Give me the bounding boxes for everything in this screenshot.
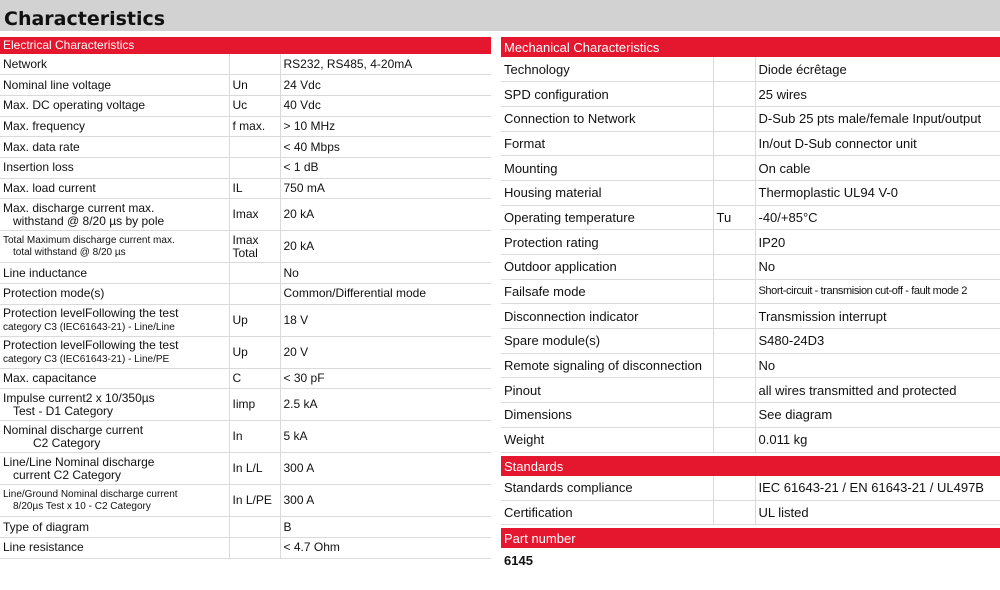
spec-label: Protection mode(s) xyxy=(0,284,229,305)
spec-symbol xyxy=(713,180,755,205)
spec-symbol xyxy=(713,82,755,107)
table-row xyxy=(501,304,1000,329)
spec-label: Protection rating xyxy=(501,230,713,255)
table-row xyxy=(0,95,491,116)
table-row xyxy=(501,255,1000,280)
table-row xyxy=(501,427,1000,452)
spec-symbol xyxy=(713,353,755,378)
standards-table xyxy=(501,476,1000,526)
spec-value: 20 V xyxy=(280,336,491,368)
table-row xyxy=(0,116,491,137)
spec-label: Weight xyxy=(501,427,713,452)
spec-label xyxy=(0,231,229,263)
spec-label: Outdoor application xyxy=(501,255,713,280)
spec-symbol xyxy=(713,403,755,428)
table-row xyxy=(501,156,1000,181)
spec-label: Line resistance xyxy=(0,538,229,559)
spec-label xyxy=(0,421,229,453)
spec-label: Type of diagram xyxy=(0,517,229,538)
spec-value: 20 kA xyxy=(280,199,491,231)
spec-label-line2: 8/20µs Test x 10 - C2 Category xyxy=(13,500,151,512)
spec-value: Thermoplastic UL94 V-0 xyxy=(755,180,1000,205)
spec-value: On cable xyxy=(755,156,1000,181)
spec-symbol: Tu xyxy=(713,205,755,230)
spec-value: 750 mA xyxy=(280,178,491,199)
spec-value: S480-24D3 xyxy=(755,329,1000,354)
table-row xyxy=(501,180,1000,205)
spec-label-line1: Line/Ground Nominal discharge current xyxy=(3,488,178,500)
spec-label-line1: Total Maximum discharge current max. xyxy=(3,234,175,246)
spec-value: No xyxy=(280,263,491,284)
table-row xyxy=(0,368,491,389)
spec-symbol xyxy=(713,427,755,452)
spec-value: 25 wires xyxy=(755,82,1000,107)
spec-label: Operating temperature xyxy=(501,205,713,230)
spec-value: 40 Vdc xyxy=(280,95,491,116)
spec-value: 5 kA xyxy=(280,421,491,453)
spec-value: < 1 dB xyxy=(280,157,491,178)
electrical-heading: Electrical Characteristics xyxy=(0,37,491,54)
spec-value: all wires transmitted and protected xyxy=(755,378,1000,403)
spec-value: 20 kA xyxy=(280,231,491,263)
spec-label: Max. DC operating voltage xyxy=(0,95,229,116)
table-row xyxy=(0,157,491,178)
table-row xyxy=(0,453,491,485)
table-row xyxy=(0,137,491,158)
table-row xyxy=(501,57,1000,82)
spec-label-line2: withstand @ 8/20 µs by pole xyxy=(13,213,165,228)
spec-symbol xyxy=(229,538,280,559)
spec-value: Diode écrêtage xyxy=(755,57,1000,82)
spec-label: Standards compliance xyxy=(501,476,713,501)
table-row xyxy=(0,231,491,263)
electrical-section xyxy=(0,37,491,559)
electrical-table xyxy=(0,54,491,559)
spec-label: Max. frequency xyxy=(0,116,229,137)
spec-value: B xyxy=(280,517,491,538)
spec-value: No xyxy=(755,353,1000,378)
spec-label-line2: category C3 (IEC61643-21) - Line/PE xyxy=(3,353,170,365)
spec-symbol: f max. xyxy=(229,116,280,137)
spec-symbol xyxy=(229,231,280,263)
table-row xyxy=(0,538,491,559)
spec-label: Housing material xyxy=(501,180,713,205)
spec-label: Line inductance xyxy=(0,263,229,284)
spec-symbol xyxy=(713,304,755,329)
spec-value: > 10 MHz xyxy=(280,116,491,137)
spec-symbol: In L/PE xyxy=(229,485,280,517)
spec-label-line1: Nominal discharge current xyxy=(3,422,144,437)
table-row xyxy=(501,82,1000,107)
spec-label: Max. capacitance xyxy=(0,368,229,389)
table-row xyxy=(501,329,1000,354)
spec-label-line2: C2 Category xyxy=(33,435,101,450)
spec-symbol xyxy=(713,131,755,156)
mechanical-table xyxy=(501,57,1000,453)
table-row xyxy=(501,353,1000,378)
part-number-value: 6145 xyxy=(504,553,533,569)
spec-symbol xyxy=(229,137,280,158)
spec-value: IEC 61643-21 / EN 61643-21 / UL497B xyxy=(755,476,1000,501)
table-row xyxy=(501,476,1000,501)
spec-label: Pinout xyxy=(501,378,713,403)
spec-label-line2: Test - D1 Category xyxy=(13,403,114,418)
spec-label xyxy=(0,336,229,368)
table-row xyxy=(501,279,1000,304)
spec-value: In/out D-Sub connector unit xyxy=(755,131,1000,156)
spec-label-line1: Max. discharge current max. xyxy=(3,200,155,215)
spec-label: Format xyxy=(501,131,713,156)
spec-label: Max. data rate xyxy=(0,137,229,158)
table-row xyxy=(0,421,491,453)
spec-label: Technology xyxy=(501,57,713,82)
table-row xyxy=(0,75,491,96)
spec-symbol: IL xyxy=(229,178,280,199)
spec-symbol xyxy=(229,54,280,75)
table-row xyxy=(501,378,1000,403)
spec-value: 2.5 kA xyxy=(280,389,491,421)
spec-label xyxy=(0,485,229,517)
spec-label-line2: category C3 (IEC61643-21) - Line/Line xyxy=(3,321,175,333)
spec-label xyxy=(0,453,229,485)
spec-value: < 4.7 Ohm xyxy=(280,538,491,559)
spec-value: 24 Vdc xyxy=(280,75,491,96)
page-title: Characteristics xyxy=(0,0,1000,31)
spec-symbol: Uc xyxy=(229,95,280,116)
table-row xyxy=(0,178,491,199)
table-row xyxy=(0,517,491,538)
spec-label: Disconnection indicator xyxy=(501,304,713,329)
table-row xyxy=(501,230,1000,255)
spec-value: See diagram xyxy=(755,403,1000,428)
spec-symbol xyxy=(713,476,755,501)
spec-symbol xyxy=(713,230,755,255)
part-number-heading: Part number xyxy=(501,528,1000,548)
table-row xyxy=(0,336,491,368)
spec-label-line2: current C2 Category xyxy=(13,467,122,482)
spec-label xyxy=(0,304,229,336)
standards-heading: Standards xyxy=(501,456,1000,476)
spec-symbol xyxy=(713,329,755,354)
spec-value: 300 A xyxy=(280,485,491,517)
spec-label: Network xyxy=(0,54,229,75)
spec-label: Dimensions xyxy=(501,403,713,428)
spec-symbol: In L/L xyxy=(229,453,280,485)
spec-symbol: C xyxy=(229,368,280,389)
spec-label: SPD configuration xyxy=(501,82,713,107)
table-row xyxy=(501,403,1000,428)
spec-label: Remote signaling of disconnection xyxy=(501,353,713,378)
spec-label: Failsafe mode xyxy=(501,279,713,304)
table-row xyxy=(0,54,491,75)
table-row xyxy=(501,131,1000,156)
spec-symbol xyxy=(229,517,280,538)
spec-value: Transmission interrupt xyxy=(755,304,1000,329)
spec-symbol xyxy=(713,279,755,304)
spec-label: Connection to Network xyxy=(501,106,713,131)
table-row xyxy=(0,284,491,305)
spec-symbol: Up xyxy=(229,304,280,336)
spec-value: < 30 pF xyxy=(280,368,491,389)
spec-label: Max. load current xyxy=(0,178,229,199)
table-row xyxy=(0,304,491,336)
spec-symbol-line2: Total xyxy=(232,245,258,260)
spec-symbol: Iimp xyxy=(229,389,280,421)
spec-symbol-line1: Imax xyxy=(232,232,259,247)
table-row xyxy=(0,263,491,284)
spec-value: 18 V xyxy=(280,304,491,336)
table-row xyxy=(0,389,491,421)
spec-symbol xyxy=(229,284,280,305)
spec-label: Certification xyxy=(501,500,713,525)
spec-value: < 40 Mbps xyxy=(280,137,491,158)
spec-symbol xyxy=(713,156,755,181)
spec-value: Common/Differential mode xyxy=(280,284,491,305)
spec-symbol: Un xyxy=(229,75,280,96)
spec-label xyxy=(0,389,229,421)
spec-label-line2: total withstand @ 8/20 µs xyxy=(13,246,126,258)
mechanical-heading: Mechanical Characteristics xyxy=(501,37,1000,57)
spec-symbol: Imax xyxy=(229,199,280,231)
table-row xyxy=(501,205,1000,230)
spec-symbol xyxy=(713,57,755,82)
table-row xyxy=(0,199,491,231)
spec-label: Nominal line voltage xyxy=(0,75,229,96)
spec-value: No xyxy=(755,255,1000,280)
spec-label-line1: Impulse current2 x 10/350µs xyxy=(3,390,155,405)
spec-value: Short-circuit - transmision cut-off - fault mode 2 xyxy=(755,279,1000,304)
spec-label: Insertion loss xyxy=(0,157,229,178)
mechanical-column xyxy=(501,37,1000,572)
table-row xyxy=(0,485,491,517)
spec-symbol xyxy=(713,106,755,131)
spec-value: 0.011 kg xyxy=(755,427,1000,452)
spec-label: Spare module(s) xyxy=(501,329,713,354)
table-row xyxy=(501,500,1000,525)
spec-symbol xyxy=(713,255,755,280)
table-row xyxy=(501,106,1000,131)
spec-value: RS232, RS485, 4-20mA xyxy=(280,54,491,75)
spec-label-line1: Protection levelFollowing the test xyxy=(3,337,179,352)
spec-label xyxy=(0,199,229,231)
spec-value: UL listed xyxy=(755,500,1000,525)
spec-symbol xyxy=(229,263,280,284)
spec-value: 300 A xyxy=(280,453,491,485)
spec-label-line1: Protection levelFollowing the test xyxy=(3,305,179,320)
spec-symbol xyxy=(713,500,755,525)
spec-value: -40/+85°C xyxy=(755,205,1000,230)
spec-symbol: Up xyxy=(229,336,280,368)
spec-symbol xyxy=(229,157,280,178)
spec-label-line1: Line/Line Nominal discharge xyxy=(3,454,155,469)
spec-label: Mounting xyxy=(501,156,713,181)
spec-symbol xyxy=(713,378,755,403)
spec-value: D-Sub 25 pts male/female Input/output xyxy=(755,106,1000,131)
spec-value: IP20 xyxy=(755,230,1000,255)
spec-symbol: In xyxy=(229,421,280,453)
